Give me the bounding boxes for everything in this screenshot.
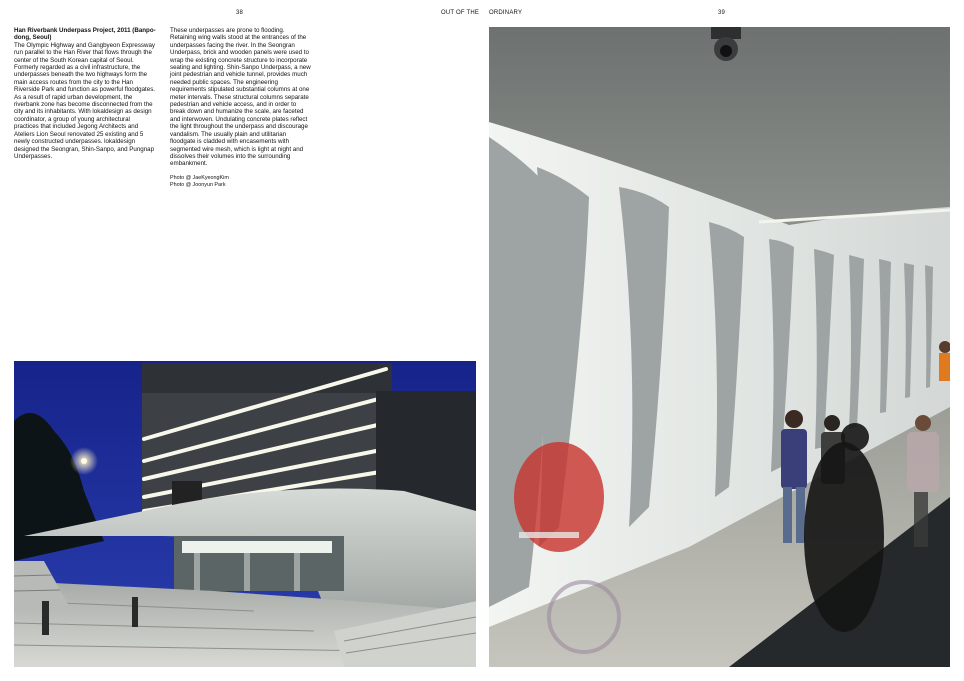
underpass-interior-photo (489, 27, 950, 667)
underpass-night-photo (14, 361, 476, 667)
photo-credit-2: Photo @ Joonyun Park (170, 182, 226, 189)
text-column-2 (170, 27, 312, 189)
article-heading: Han Riverbank Underpass Project, 2011 (Banpo-dong, Seoul) (14, 27, 156, 42)
body-text-column-1: The Olympic Highway and Gangbyeon Expressway run parallel to the Han River that flows through the center of the South Korean capital of Seoul. Formerly regarded as a civil infrastructure, the underpasses beneath the two highways form the main access routes from the city to the Han Riverside Park and function as powerful floodgates. As a result of rapid urban development, the riverbank zone has become disconnected from the city and its inhabitants. With lokaldesign as design coordinator, a group of young architectural practices that included Jegong Architects and Ateliers Lion Seoul renovated 25 existing and 5 newly constructed underpasses. lokaldesign designed the Seongran, Shin-Sanpo, and Pungnap Underpasses. (14, 41, 156, 160)
right-page-number: 39 (718, 10, 726, 16)
photo-credit-1: Photo @ JaeKyeongKim (170, 174, 229, 181)
body-text-column-2: These underpasses are prone to flooding. Retaining wing walls stood at the entrances of the underpasses facing the river. In the Seongran Underpass, brick and wooden panels were used to wrap the existing concrete structure to incorporate seating and lighting. Shin-Sanpo Underpass, a new joint pedestrian and vehicle tunnel, provides much needed public spaces. The engineering requirements stipulated substantial columns at one meter intervals. These structural columns separate pedestrian and vehicle access, and in order to break down and humanize the scale, are faceted and interwoven. Undulating concrete plates reflect the light throughout the underpass and discourage vandalism. The usually plain and utilitarian floodgate is cladded with encasements with segmented wire mesh, which is light at night and dissolves their volumes into the surrounding embankment. (170, 27, 311, 168)
running-title-left: OUT OF THE (441, 10, 480, 16)
running-title-right: ORDINARY (489, 10, 523, 16)
text-column-1 (14, 27, 156, 160)
left-page-number: 38 (236, 10, 244, 16)
